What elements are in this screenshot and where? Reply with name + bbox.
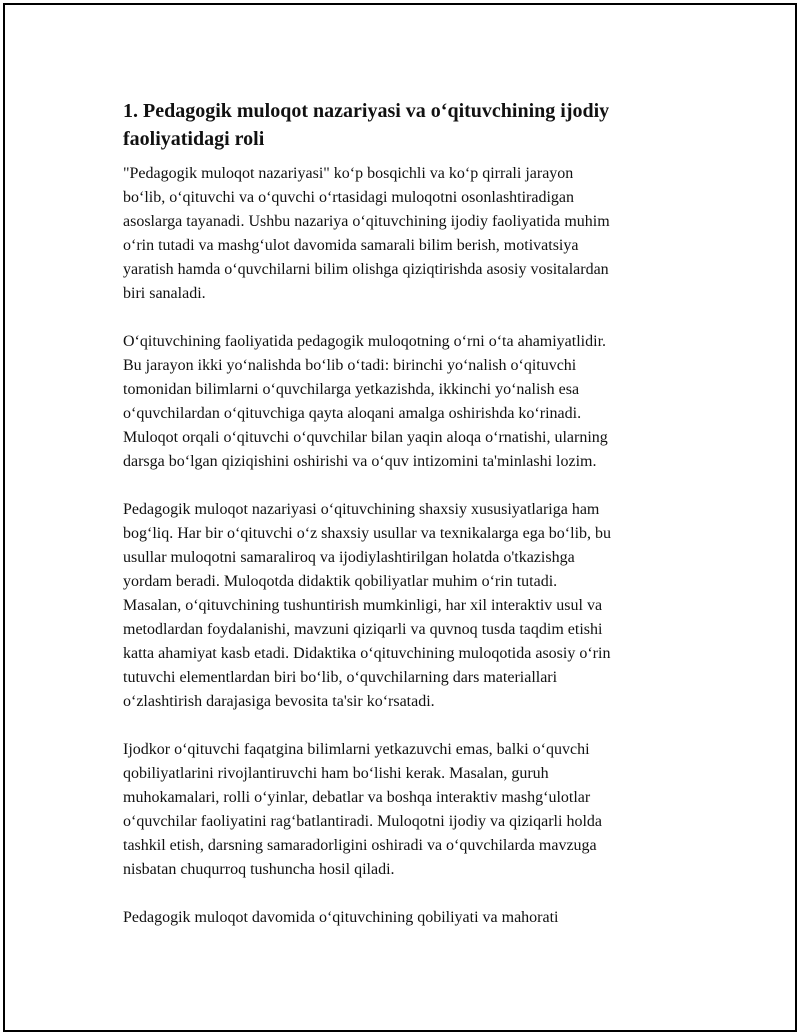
paragraph-3: Pedagogik muloqot nazariyasi o‘qituvchining shaxsiy xususiyatlariga ham bog‘liq. Har bir o‘qituvchi o‘z shaxsiy usullar va texnikalarga ega bo‘lib, bu usullar muloqotni samaraliroq va ijodiylashtirilgan holatda o'tkazishga yordam beradi. Muloqotda didaktik qobiliyatlar muhim o‘rin tutadi. Masalan, o‘qituvchining tushuntirish mumkinligi, har xil interaktiv usul va metodlardan foydalanishi, mavzuni qiziqarli va quvnoq tusda taqdim etishi katta ahamiyat kasb etadi. Didaktika o‘qituvchining muloqotida asosiy o‘rin tutuvchi elementlardan biri bo‘lib, o‘quvchilarning dars materiallari o‘zlashtirish darajasiga bevosita ta'sir ko‘rsatadi. (123, 501, 612, 710)
paragraph-1: "Pedagogik muloqot nazariyasi" ko‘p bosqichli va ko‘p qirrali jarayon bo‘lib, o‘qituvchi va o‘quvchi o‘rtasidagi muloqotni osonlashtiradigan asoslarga tayanadi. Ushbu nazariya o‘qituvchining ijodiy faoliyatida muhim o‘rin tutadi va mashg‘ulot davomida samarali bilim berish, motivatsiya yaratish hamda o‘quvchilarni bilim olishga qiziqtirishda asosiy vositalardan biri sanaladi. (123, 165, 610, 302)
paragraph-4: Ijodkor o‘qituvchi faqatgina bilimlarni yetkazuvchi emas, balki o‘quvchi qobiliyatlarini rivojlantiruvchi ham bo‘lishi kerak. Masalan, guruh muhokamalari, rolli o‘yinlar, debatlar va boshqa interaktiv mashg‘ulotlar o‘quvchilar faoliyatini rag‘batlantiradi. Muloqotni ijodiy va qiziqarli holda tashkil etish, darsning samaradorligini oshiradi va o‘quvchilarda mavzuga nisbatan chuqurroq tushuncha hosil qiladi. (123, 741, 602, 878)
section-heading: 1. Pedagogik muloqot nazariyasi va o‘qituvchining ijodiy faoliyatidagi roli (123, 100, 610, 150)
paragraph-5: Pedagogik muloqot davomida o‘qituvchining qobiliyati va mahorati (123, 909, 559, 926)
page-frame (3, 3, 797, 1032)
document-body (123, 97, 693, 954)
paragraph-2: O‘qituvchining faoliyatida pedagogik muloqotning o‘rni o‘ta ahamiyatlidir. Bu jarayon ikki yo‘nalishda bo‘lib o‘tadi: birinchi yo‘nalish o‘qituvchi tomonidan bilimlarni o‘quvchilarga yetkazishda, ikkinchi yo‘nalish esa o‘quvchilardan o‘qituvchiga qayta aloqani amalga oshirishda ko‘rinadi. Muloqot orqali o‘qituvchi o‘quvchilar bilan yaqin aloqa o‘rnatishi, ularning darsga bo‘lgan qiziqishini oshirishi va o‘quv intizomini ta'minlashi lozim. (123, 333, 608, 470)
